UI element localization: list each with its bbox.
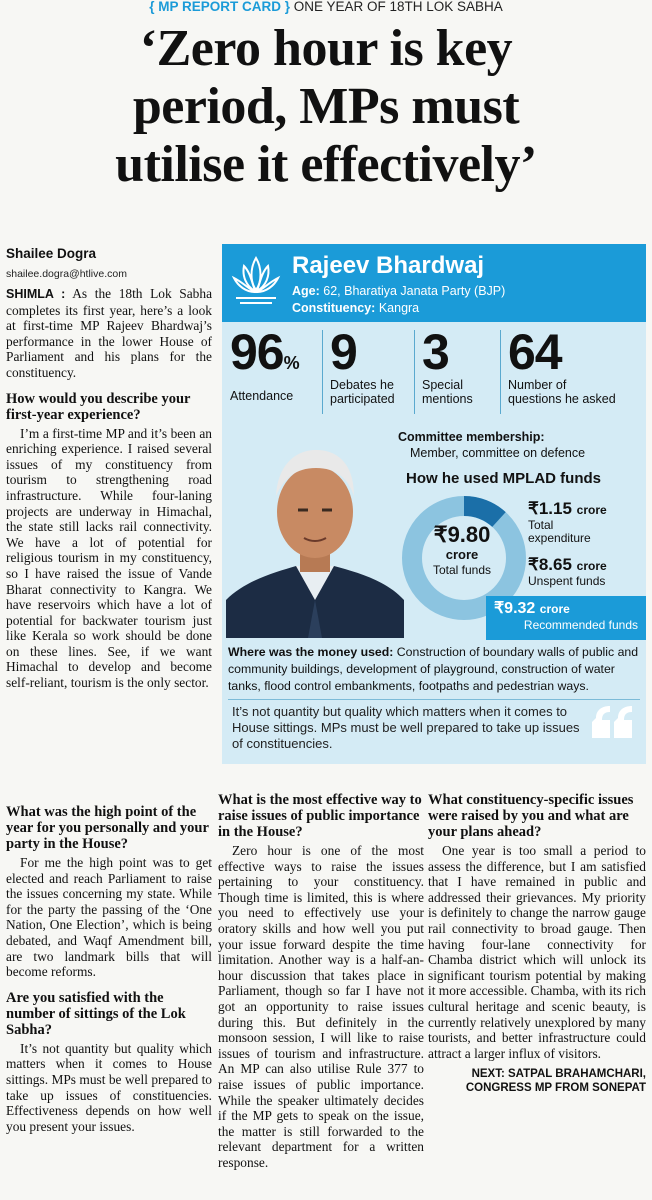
- headline-line-3: utilise it effectively’: [115, 136, 537, 193]
- pull-quote: It’s not quantity but quality which matters when it comes to House sittings. MPs must be well prepared to take up issues of constituencies.: [232, 704, 580, 751]
- author-email[interactable]: shailee.dogra@htlive.com: [6, 268, 127, 280]
- questions-value: 64: [508, 324, 562, 380]
- debates-label-1: Debates he: [330, 378, 394, 392]
- attendance-value: 96: [230, 324, 284, 380]
- unspent-label: Unspent funds: [528, 574, 606, 588]
- question-5: What constituency-specific issues were raised by you and what are your plans ahead?: [428, 792, 634, 840]
- article-column-3: [428, 782, 646, 1095]
- recommended-funds-box: [486, 596, 646, 640]
- author-name: Shailee Dogra: [6, 246, 97, 261]
- headline: [0, 20, 652, 194]
- mp-age-party: [292, 284, 505, 298]
- kicker-brace-left: {: [149, 0, 159, 14]
- unspent-unit: crore: [576, 559, 607, 573]
- stat-divider: [322, 330, 323, 414]
- dateline: SHIMLA :: [6, 287, 66, 301]
- question-4: What is the most effective way to raise issues of public importance in the House?: [218, 792, 422, 840]
- mp-portrait-image: [226, 424, 404, 638]
- expenditure-label-1: Total: [528, 518, 554, 532]
- expenditure-label-2: expenditure: [528, 531, 591, 545]
- attendance-label: Attendance: [230, 389, 294, 403]
- answer-3: It’s not quantity but quality which matters when it comes to House sittings. MPs must be well prepared to take up issues of constituencies. Effectiveness depends on how well you present your issues.: [6, 1040, 212, 1134]
- unspent-figure: [528, 556, 607, 588]
- mentions-value: 3: [422, 324, 449, 380]
- recommended-amount: ₹9.32: [494, 600, 536, 617]
- age-value: 62, Bharatiya Janata Party (BJP): [323, 284, 506, 298]
- question-1: How would you describe your first-year experience?: [6, 390, 191, 423]
- stat-special-mentions: [422, 326, 473, 406]
- attendance-unit: %: [283, 353, 300, 373]
- next-teaser-line-2: CONGRESS MP FROM SONEPAT: [465, 1082, 646, 1095]
- answer-2: For me the high point was to get elected and reach Parliament to raise the issues concerning my state. While for the party the passing of the ‘One Nation, One Election’, which is being debated, and Waqf Amendment bill, are two landmark bills that will become reforms.: [6, 855, 212, 980]
- stat-divider: [500, 330, 501, 414]
- next-teaser-line-1: NEXT: SATPAL BRAHAMCHARI,: [471, 1068, 646, 1081]
- question-3: Are you satisfied with the number of sittings of the Lok Sabha?: [6, 989, 186, 1038]
- questions-label-1: Number of: [508, 378, 567, 392]
- recommended-unit: crore: [539, 602, 570, 616]
- total-funds-label: Total funds: [432, 563, 492, 577]
- committee-value: Member, committee on defence: [410, 446, 586, 460]
- kicker-tag: MP REPORT CARD: [158, 0, 281, 14]
- debates-value: 9: [330, 324, 357, 380]
- total-funds-amount: ₹9.80: [433, 522, 491, 547]
- unspent-amount: ₹8.65: [528, 555, 572, 574]
- stat-attendance: [230, 326, 300, 403]
- stat-questions: [508, 326, 616, 406]
- expenditure-unit: crore: [576, 503, 607, 517]
- age-label: Age:: [292, 284, 320, 298]
- money-usage: [228, 644, 642, 695]
- questions-label-2: questions he asked: [508, 392, 616, 406]
- intro-paragraph: [6, 286, 212, 381]
- quote-mark-icon: [588, 704, 638, 748]
- answer-4: Zero hour is one of the most effective ways to raise the issues pertaining to your constituency. Though time is limited, this is where you need to effectively use your oratory skills and how well you put your issue forward despite the time limitation. Another way is a half-an-hour discussion that takes place in Parliament, though so far I have not got an opportunity to raise issues during this. But definitely in the monsoon session, I will like to raise issues of tourism and infrastructure. An MP can also utilise Rule 377 to raise issues of public importance. While the speaker ultimately decides if the MP gets to speak on the issue, the matter is still forwarded to the relevant department for a written response.: [218, 843, 424, 1170]
- stat-debates: [330, 326, 395, 406]
- profile-header: [222, 244, 646, 322]
- headline-line-1: ‘Zero hour is key: [139, 20, 513, 77]
- answer-5: One year is too small a period to assess the difference, but I am satisfied that I have remained in public and addressed their grievances. My priority is definitely to change the narrow gauge rail connectivity to broad gauge. Then having four-lane connectivity for Chamba district which will unlock its significant tourism potential by making it more accessible. Chamba, with its rich cultural heritage and scenic beauty, is currently relatively unexplored by many tourists, and better infrastructure could attract a larger influx of visitors.: [428, 843, 646, 1061]
- mp-constituency: [292, 301, 419, 315]
- funds-title: How he used MPLAD funds: [406, 470, 601, 487]
- next-teaser: [428, 1067, 646, 1095]
- expenditure-figure: [528, 500, 607, 545]
- money-usage-title: Where was the money used:: [228, 645, 394, 659]
- kicker-subtitle: ONE YEAR OF 18TH LOK SABHA: [293, 0, 503, 14]
- article-column-1-lower: [6, 794, 212, 1140]
- article-column-2: [218, 782, 424, 1176]
- debates-label-2: participated: [330, 392, 395, 406]
- section-kicker: [0, 0, 652, 16]
- money-usage-text: Construction of boundary walls of public and community buildings, development of playground, construction of water tanks, flood control embankments, footpaths and pedestrian ways.: [228, 645, 639, 693]
- headline-line-2: period, MPs must: [132, 78, 520, 135]
- question-2: What was the high point of the year for you personally and your party in the House?: [6, 804, 209, 852]
- panel-divider: [228, 699, 640, 700]
- expenditure-amount: ₹1.15: [528, 499, 572, 518]
- answer-1: I’m a first-time MP and it’s been an enriching experience. I raised several issues of my constituency from tourism to strengthening road infrastructure. While four-laning projects are underway in Himachal, the state still lacks rail connectivity. We have a lot of potential for religious tourism in my constituency, so I have raised the issue of Vande Bharat connectivity to Kangra. We have reservoirs which have a lot of potential for backwater tourism just like Kerala so work should be done on these lines. See, if we want Himachal to develop and become self-reliant, tourism is the only sector.: [6, 425, 212, 691]
- constituency-value: Kangra: [378, 301, 420, 315]
- stat-divider: [414, 330, 415, 414]
- committee-title: Committee membership:: [398, 430, 545, 444]
- mp-name: Rajeev Bhardwaj: [292, 252, 485, 279]
- article-column-1: [6, 286, 212, 697]
- bjp-lotus-icon: [228, 252, 284, 308]
- mp-profile-panel: [222, 244, 646, 764]
- total-funds-unit: crore: [445, 547, 479, 562]
- intro-text: As the 18th Lok Sabha completes its first year, here’s a look at first-time MP Rajeev Bhardwaj’s performance in the lower House of Parliament and his plans for the constituency.: [6, 286, 213, 380]
- mentions-label-1: Special: [422, 378, 463, 392]
- recommended-label: Recommended funds: [523, 618, 638, 632]
- constituency-label: Constituency:: [292, 301, 376, 315]
- mentions-label-2: mentions: [422, 392, 473, 406]
- kicker-brace-right: }: [280, 0, 294, 14]
